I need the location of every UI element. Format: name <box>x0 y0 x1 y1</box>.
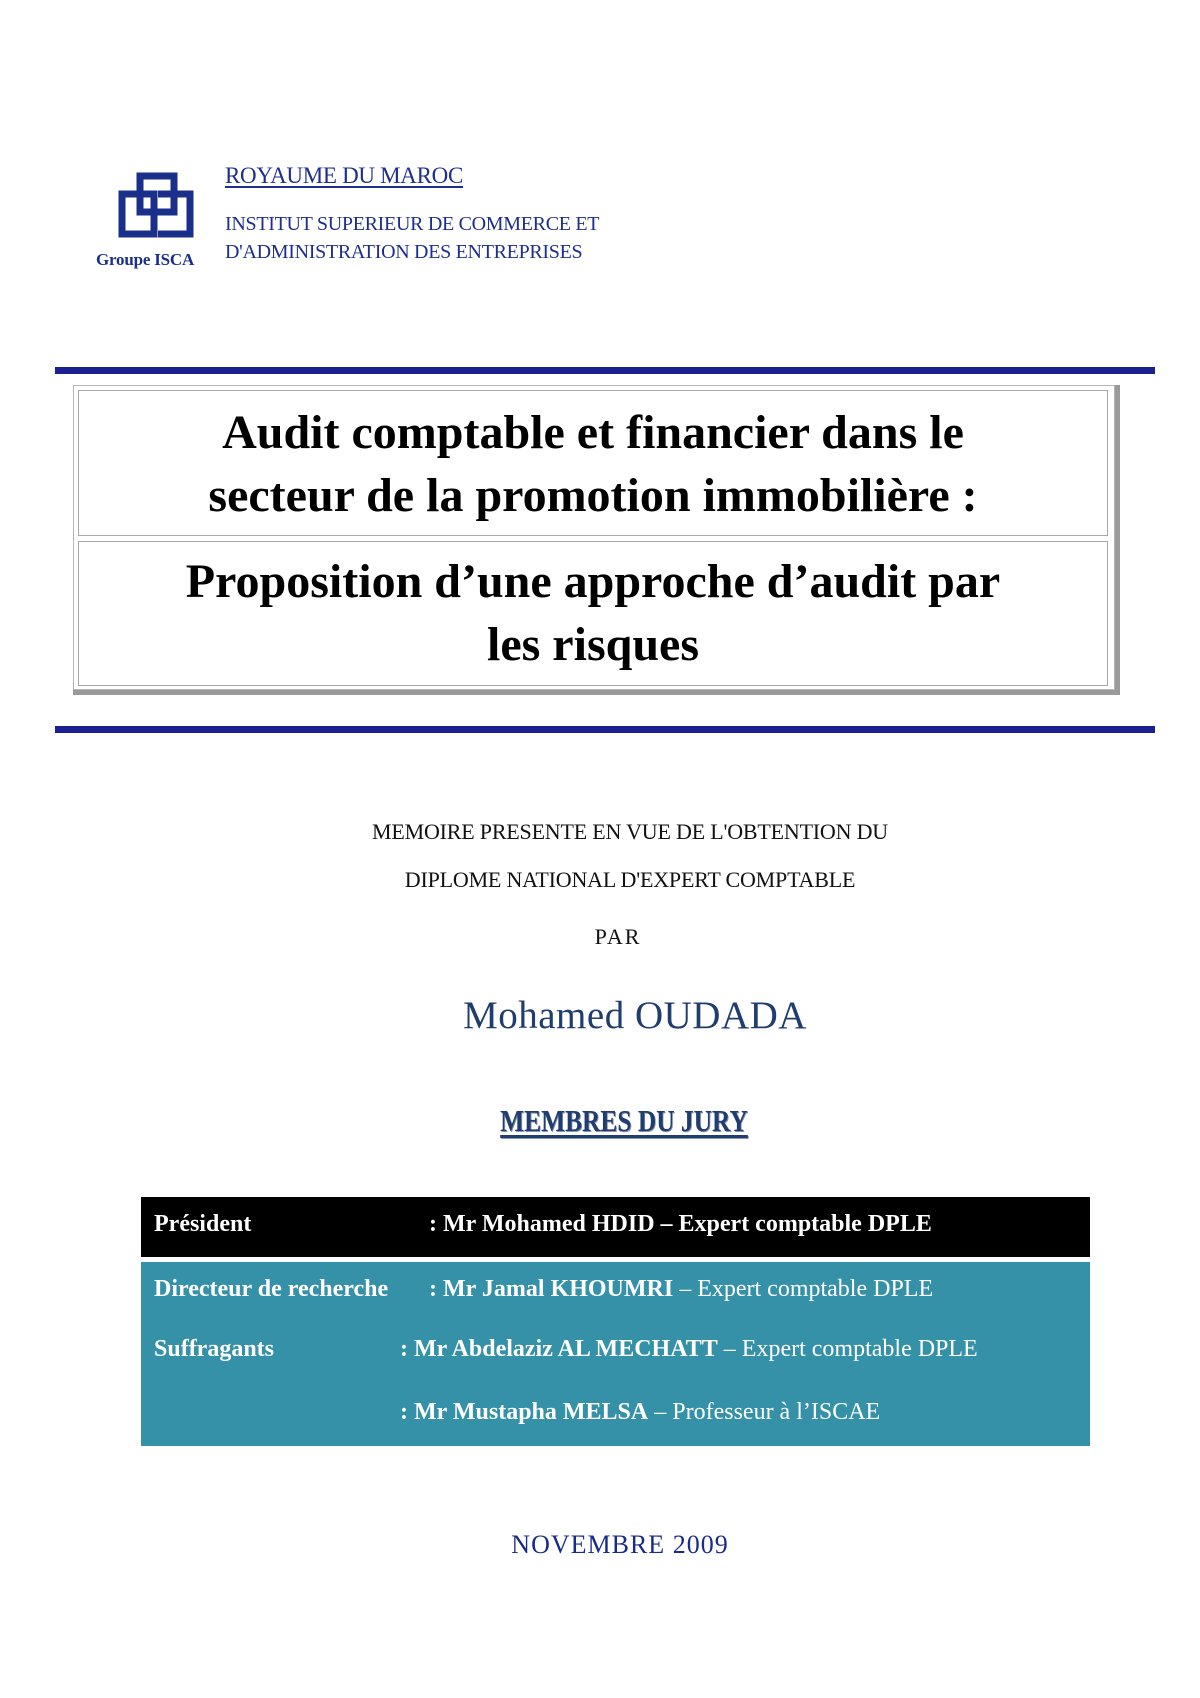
president-role: Président <box>154 1211 252 1237</box>
jury-members <box>141 1262 1090 1446</box>
par-label: PAR <box>594 924 642 949</box>
director-name: : Mr Jamal KHOUMRI <box>429 1276 674 1302</box>
suffragant-entry-1 <box>400 1336 978 1363</box>
top-rule <box>55 367 1155 374</box>
title-main <box>78 390 1108 536</box>
bottom-rule <box>55 726 1155 733</box>
director-role: Directeur de recherche <box>154 1276 389 1302</box>
suffragant-title-2: – Professeur à l’ISCAE <box>648 1399 881 1425</box>
president-name: : Mr Mohamed HDID – Expert comptable DPLE <box>429 1211 932 1237</box>
kingdom-heading: ROYAUME DU MAROC <box>225 163 464 188</box>
memoire-line-1: MEMOIRE PRESENTE EN VUE DE L'OBTENTION DU <box>372 819 888 844</box>
title-line-1: Audit comptable et financier dans le <box>222 406 964 459</box>
suffragant-name-1: : Mr Abdelaziz AL MECHATT <box>400 1336 718 1362</box>
title-line-3: Proposition d’une approche d’audit par <box>185 555 1001 608</box>
suffragants-role: Suffragants <box>154 1336 275 1362</box>
memoire-statement <box>0 808 1200 904</box>
memoire-line-2: DIPLOME NATIONAL D'EXPERT COMPTABLE <box>404 867 856 892</box>
suffragant-name-2: : Mr Mustapha MELSA <box>400 1399 649 1425</box>
isca-logo-icon <box>118 172 194 242</box>
suffragant-entry-2 <box>400 1399 880 1426</box>
director-title: – Expert comptable DPLE <box>673 1276 934 1302</box>
institute-line-1: INSTITUT SUPERIEUR DE COMMERCE ET <box>225 213 600 235</box>
jury-heading: MEMBRES DU JURY <box>500 1103 748 1138</box>
title-line-2: secteur de la promotion immobilière : <box>208 469 978 522</box>
title-line-4: les risques <box>486 618 699 671</box>
director-entry <box>429 1276 933 1303</box>
institute-name <box>225 210 599 266</box>
submission-date: NOVEMBRE 2009 <box>511 1530 729 1559</box>
isca-logo <box>96 172 216 277</box>
logo-text: Groupe ISCA <box>96 250 195 269</box>
author-name: Mohamed OUDADA <box>463 994 807 1037</box>
title-subtitle <box>78 541 1108 686</box>
president-row <box>141 1197 1090 1257</box>
suffragant-title-1: – Expert comptable DPLE <box>717 1336 978 1362</box>
institute-line-2: D'ADMINISTRATION DES ENTREPRISES <box>225 241 583 263</box>
title-box <box>73 385 1115 690</box>
